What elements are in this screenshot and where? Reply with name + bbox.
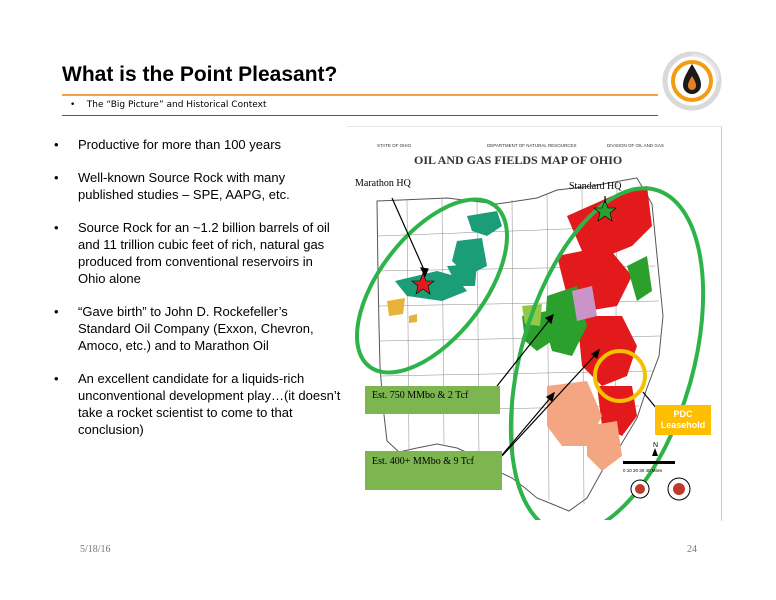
bullet-item: [52, 219, 342, 287]
north-arrow-icon: [652, 448, 658, 456]
bullet-list: [52, 136, 342, 454]
map-title: OIL AND GAS FIELDS MAP OF OHIO: [414, 153, 623, 167]
bullet-text: “Gave birth” to John D. Rockefeller’s Standard Oil Company (Exxon, Chevron, Amoco, etc.) and to Marathon Oil: [78, 304, 314, 353]
callout-est-750: Est. 750 MMbo & 2 Tcf: [365, 386, 500, 414]
map-header-mid: DEPARTMENT OF NATURAL RESOURCES: [487, 143, 577, 148]
bullet-item: [52, 169, 342, 203]
bullet-text: An excellent candidate for a liquids-rich unconventional development play…(it doesn’t take a rocket scientist to come to that conclusion): [78, 371, 341, 437]
page-number: 24: [687, 544, 697, 555]
bullet-item: [52, 136, 342, 153]
footer-date: 5/18/16: [80, 544, 111, 555]
map-header-right: DIVISION OF OIL AND GAS: [607, 143, 664, 148]
bullet-text: Source Rock for an ~1.2 billion barrels of oil and 11 trillion cubic feet of rich, natural gas produced from conventional reservoirs in Ohio alone: [78, 220, 330, 286]
slide-title: What is the Point Pleasant?: [62, 63, 338, 86]
pdc-line1: PDC: [673, 409, 693, 419]
bullet-item: [52, 303, 342, 354]
pdc-line2: Leasehold: [660, 420, 706, 430]
pdc-leasehold-label: [655, 405, 711, 435]
north-label: N: [653, 442, 659, 449]
bullet-item: [52, 370, 342, 438]
flame-drop-logo-icon: [662, 50, 722, 112]
bullet-text: Productive for more than 100 years: [78, 137, 282, 152]
scale-label: 0 10 20 30 40 Miles: [623, 468, 663, 473]
bullet-glyph: •: [54, 170, 59, 185]
bullet-glyph: •: [54, 220, 59, 235]
bullet-glyph: •: [54, 137, 59, 152]
marathon-hq-label: Marathon HQ: [355, 178, 411, 189]
title-rule: [62, 94, 658, 96]
subtitle-rule: [62, 115, 658, 116]
bullet-glyph: •: [54, 371, 59, 386]
standard-hq-label: Standard HQ: [569, 181, 622, 192]
bullet-text: Well-known Source Rock with many published studies – SPE, AAPG, etc.: [78, 170, 290, 202]
subtitle-bullet: •: [70, 100, 76, 110]
subtitle-text: The “Big Picture” and Historical Context: [86, 100, 267, 110]
map-header-left: STATE OF OHIO: [377, 143, 412, 148]
slide-subtitle: [70, 100, 267, 110]
callout-est-400: Est. 400+ MMbo & 9 Tcf: [365, 451, 502, 490]
bullet-glyph: •: [54, 304, 59, 319]
scale-bar: [623, 461, 675, 464]
